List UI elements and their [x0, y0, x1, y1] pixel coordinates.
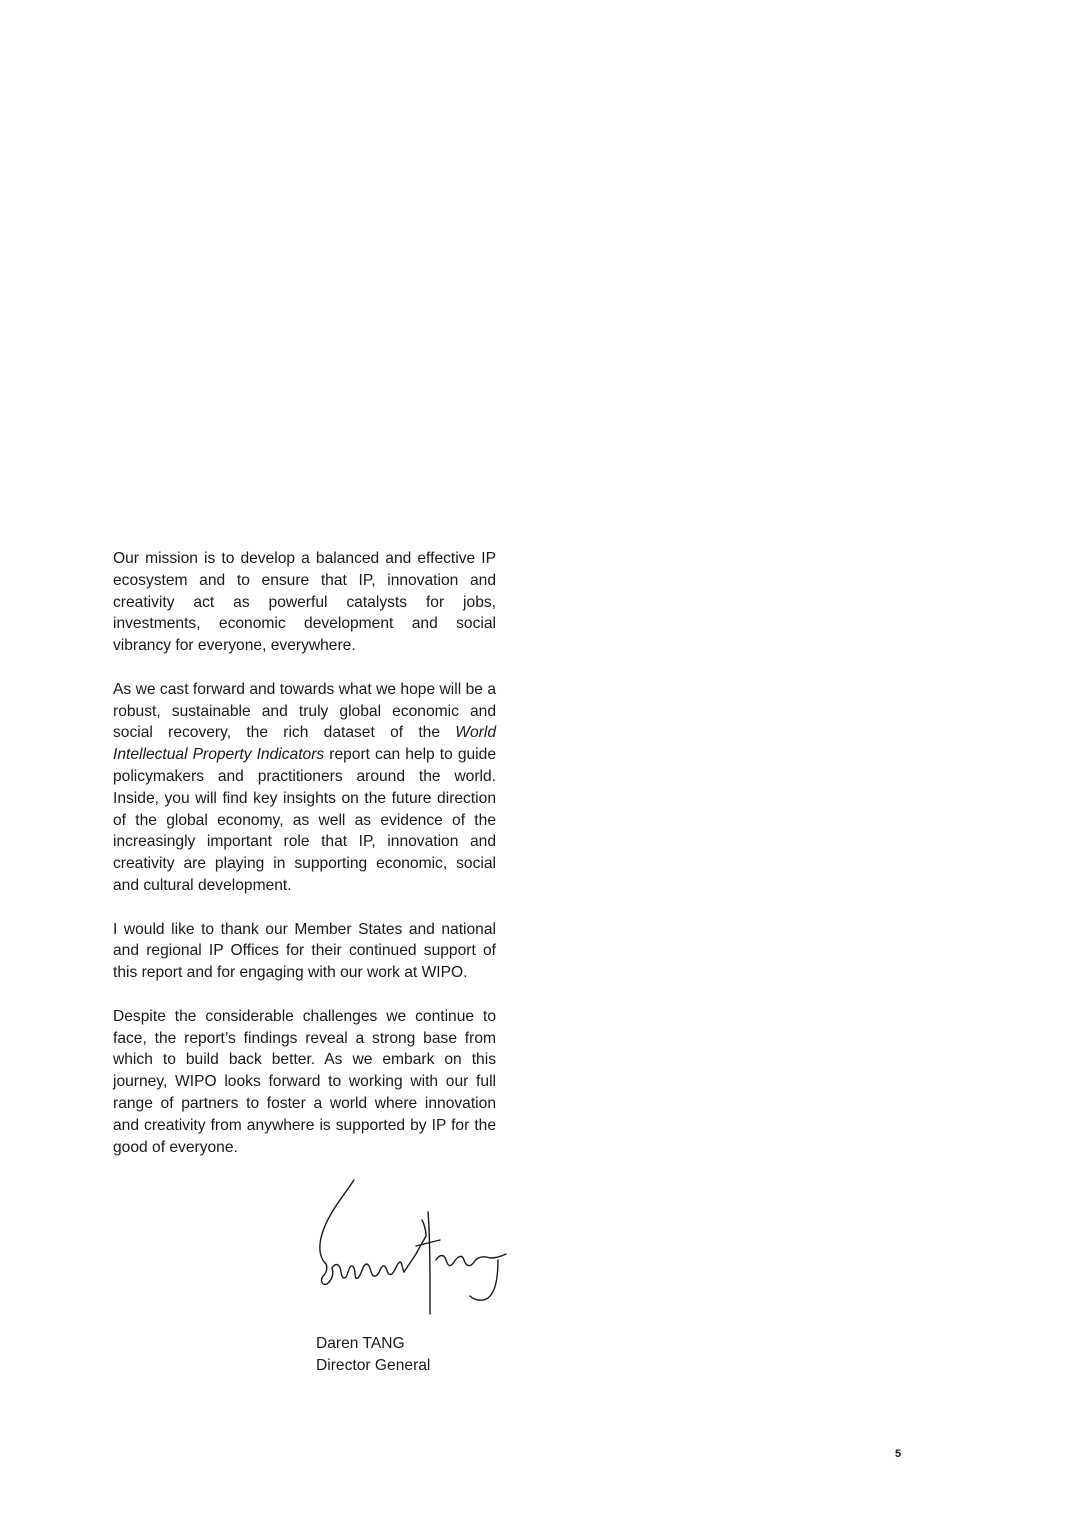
signatory-name: Daren TANG [316, 1335, 405, 1352]
paragraph-mission: Our mission is to develop a balanced and effective IP ecosystem and to ensure that IP, innovation and creativity act as powerful catalysts for jobs, investments, economic development and social vibrancy for everyone, everywhere. [113, 550, 496, 655]
paragraph-recovery-start: As we cast forward and towards what we hope will be a robust, sustainable and truly global economic and social recovery, the rich dataset of the [113, 680, 496, 742]
paragraph-recovery [113, 679, 496, 897]
signatory-title: Director General [316, 1356, 431, 1374]
signature-icon [312, 1176, 512, 1321]
report-title: World Intellectual Property Indicators [113, 724, 496, 764]
signatory-block [316, 1333, 430, 1377]
paragraph-closing: Despite the considerable challenges we continue to face, the report’s findings reveal a strong base from which to build back better. As we embark on this journey, WIPO looks forward to working with our full range of partners to foster a world where innovation and creativity from anywhere is supported by IP for the good of everyone. [113, 1007, 496, 1156]
paragraph-thanks: I would like to thank our Member States and national and regional IP Offices for their continued support of this report and for engaging with our work at WIPO. [113, 920, 496, 982]
letter-body [113, 548, 496, 1158]
paragraph-recovery-end: report can help to guide policymakers and practitioners around the world. Inside, you will find key insights on the future direction of the global economy, as well as evidence of the increasingly important role that IP, innovation and creativity are playing in supporting economic, social and cultural development. [113, 746, 496, 894]
page-number: 5 [895, 1448, 902, 1460]
